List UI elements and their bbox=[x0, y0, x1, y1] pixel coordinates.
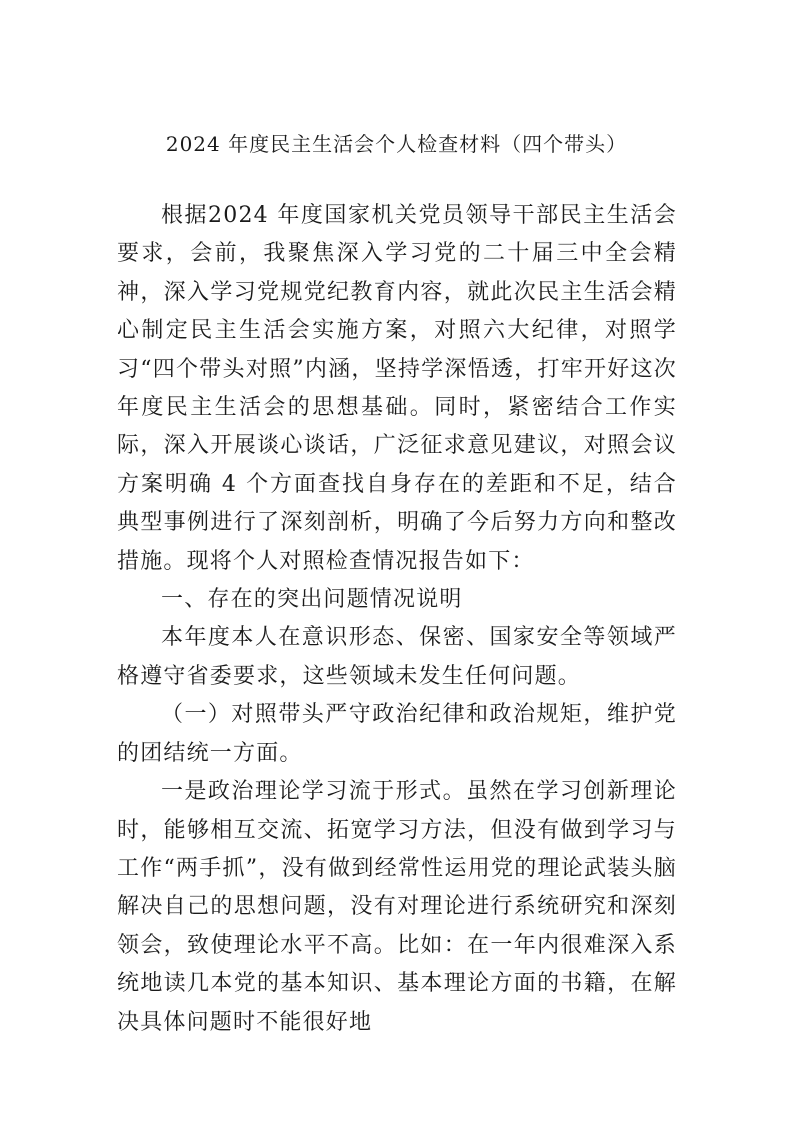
paragraph-intro: 根据2024 年度国家机关党员领导干部民主生活会要求，会前，我聚焦深入学习党的二十届三中全会精神，深入学习党规党纪教育内容，就此次民主生活会精心制定民主生活会实施方案，对照六大纪律，对照学习“四个带头对照”内涵，坚持学深悟透，打牢开好这次年度民主生活会的思想基础。同时，紧密结合工作实际，深入开展谈心谈话，广泛征求意见建议，对照会议方案明确 4 个方面查找自身存在的差距和不足，结合典型事例进行了深刻剖析，明确了今后努力方向和整改措施。现将个人对照检查情况报告如下： bbox=[117, 203, 677, 574]
paragraph-theory-study: 一是政治理论学习流于形式。虽然在学习创新理论时，能够相互交流、拓宽学习方法，但没有做到学习与工作“两手抓”，没有做到经常性运用党的理论武装头脑解决自己的思想问题，没有对理论进行系统研究和深刻领会，致使理论水平不高。比如：在一年内很难深入系统地读几本党的基本知识、基本理论方面的书籍，在解决具体问题时不能很好地 bbox=[117, 779, 677, 1035]
section-heading-1: 一、存在的突出问题情况说明 bbox=[161, 587, 463, 613]
subsection-heading-1: （一）对照带头严守政治纪律和政治规矩，维护党的团结统一方面。 bbox=[117, 702, 677, 766]
paragraph-security: 本年度本人在意识形态、保密、国家安全等领域严格遵守省委要求，这些领域未发生任何问题。 bbox=[117, 625, 677, 689]
document-title: 2024 年度民主生活会个人检查材料（四个带头） bbox=[165, 132, 628, 156]
document-body bbox=[117, 197, 677, 1042]
